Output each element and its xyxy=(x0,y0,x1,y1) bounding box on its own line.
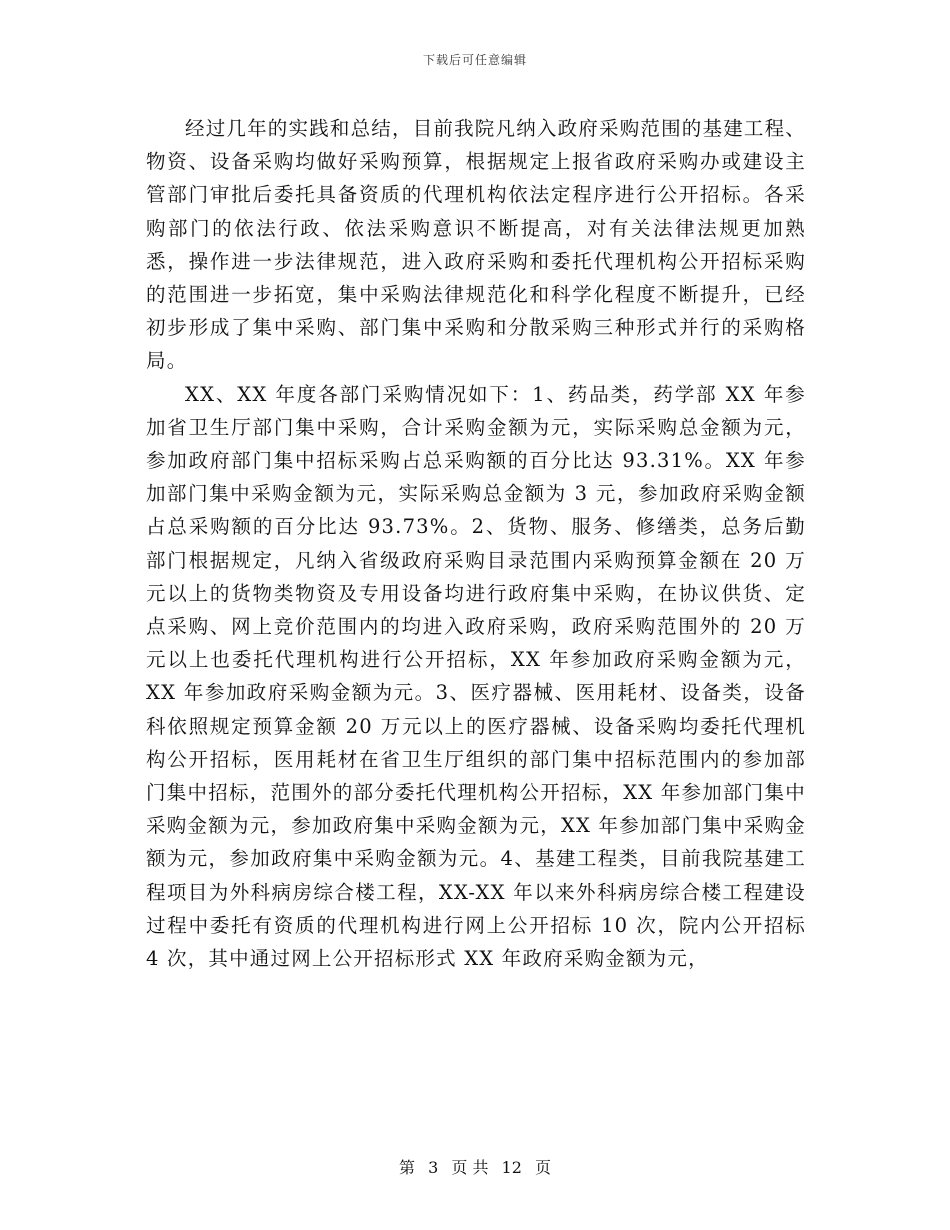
page-footer xyxy=(0,1155,950,1178)
paragraph-department-procurement: XX、XX 年度各部门采购情况如下：1、药品类，药学部 XX 年参加省卫生厅部门集中采购，合计采购金额为元，实际采购总金额为元，参加政府部门集中招标采购占总采购额的百分比达 93.31%。XX 年参加部门集中采购金额为元，实际采购总金额为 3 元，参加政府采购金额占总采购额的百分比达 93.73%。2、货物、服务、修缮类，总务后勤部门根据规定，凡纳入省级政府采购目录范围内采购预算金额在 20 万元以上的货物类物资及专用设备均进行政府集中采购，在协议供货、定点采购、网上竞价范围内的均进入政府采购，政府采购范围外的 20 万元以上也委托代理机构进行公开招标，XX 年参加政府采购金额为元，XX 年参加政府采购金额为元。3、医疗器械、医用耗材、设备类，设备科依照规定预算金额 20 万元以上的医疗器械、设备采购均委托代理机构公开招标，医用耗材在省卫生厅组织的部门集中招标范围内的参加部门集中招标，范围外的部分委托代理机构公开招标，XX 年参加部门集中采购金额为元，参加政府集中采购金额为元，XX 年参加部门集中采购金额为元，参加政府集中采购金额为元。4、基建工程类，目前我院基建工程项目为外科病房综合楼工程，XX-XX 年以来外科病房综合楼工程建设过程中委托有资质的代理机构进行网上公开招标 10 次，院内公开招标 4 次，其中通过网上公开招标形式 XX 年政府采购金额为元， xyxy=(146,382,806,971)
total-pages-number: 12 xyxy=(501,1158,522,1177)
document-body xyxy=(146,112,806,975)
footer-suffix: 页 xyxy=(535,1158,552,1177)
current-page-number: 3 xyxy=(428,1158,439,1177)
footer-prefix: 第 xyxy=(398,1158,415,1177)
footer-middle: 页 共 xyxy=(451,1158,489,1177)
page-header: 下载后可任意编辑 xyxy=(422,53,527,67)
paragraph-procurement-overview: 经过几年的实践和总结，目前我院凡纳入政府采购范围的基建工程、物资、设备采购均做好采购预算，根据规定上报省政府采购办或建设主管部门审批后委托具备资质的代理机构依法定程序进行公开招标。各采购部门的依法行政、依法采购意识不断提高，对有关法律法规更加熟悉，操作进一步法律规范，进入政府采购和委托代理机构公开招标采购的范围进一步拓宽，集中采购法律规范化和科学化程度不断提升，已经初步形成了集中采购、部门集中采购和分散采购三种形式并行的采购格局。 xyxy=(146,117,807,373)
